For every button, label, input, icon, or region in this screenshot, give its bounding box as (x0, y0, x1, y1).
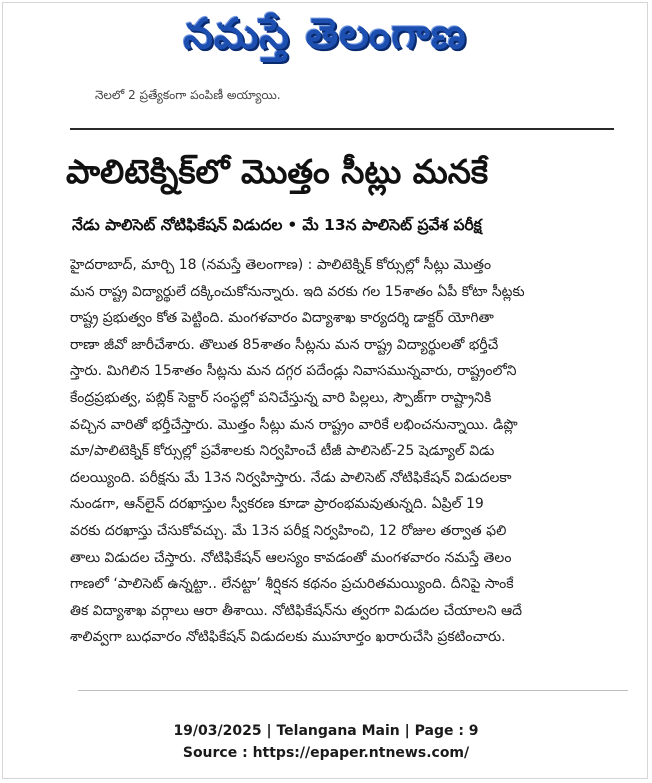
body-line: మన రాష్ట్ర విద్యార్థులే దక్కించుకోనున్నారు. ఇది వరకు గల 15శాతం ఏపీ కోటా సీట్లకు (70, 283, 525, 300)
body-line: తిక విద్యాశాఖ వర్గాలు ఆరా తీశాయి. నోటిఫికేషన్‌ను త్వరగా విడుదల చేయాలని ఆదే (70, 602, 523, 619)
body-line: శాలివ్వగా బుధవారం నోటిఫికేషన్ విడుదలకు ముహూర్తం ఖరారుచేసి ప్రకటించారు. (70, 629, 506, 646)
body-line: కేంద్రప్రభుత్వ, పబ్లిక్ సెక్టార్ సంస్థల్లో పనిచేస్తున్న వారి పిల్లలు, స్పౌజ్‌గా రాష్ట్రానికి (70, 389, 492, 406)
body-line: మా/పాలిటెక్నిక్ కోర్సుల్లో ప్రవేశాలకు నిర్వహించే టీజీ పాలిసెట్-25 షెడ్యూల్ విడు (70, 443, 495, 460)
footer-source: Source : https://epaper.ntnews.com/ (182, 745, 470, 761)
body-line: దలయ్యింది. పరీక్షను మే 13న నిర్వహిస్తారు. నేడు పాలిసెట్ నోటిఫికేషన్ విడుదలకా (70, 469, 512, 486)
clipping-bottom-edge (78, 690, 628, 691)
previous-article-fragment: నెలలో 2 ప్రత్యేకంగా పంపిణీ అయ్యాయి. (95, 88, 281, 102)
body-line: వరకు దరఖాస్తు చేసుకోవచ్చు. మే 13న పరీక్ష నిర్వహించి, 12 రోజుల తర్వాత ఫలి (70, 522, 507, 539)
masthead-title: నమస్తే తెలంగాణ (183, 9, 467, 58)
body-line: వచ్చిన వారితో భర్తీచేస్తారు. మొత్తం సీట్లు మన రాష్ట్రం వారికే లభించనున్నాయి. డిప్లొ (70, 416, 518, 433)
body-line: రాష్ట్ర ప్రభుత్వం కోత పెట్టింది. మంగళవారం విద్యాశాఖ కార్యదర్శి డాక్టర్ యోగితా (70, 310, 494, 327)
article-headline: పాలిటెక్నిక్‌లో మొత్తం సీట్లు మనకే (66, 152, 489, 191)
body-line: గాణలో ‘పాలిసెట్ ఉన్నట్టా.. లేనట్టా’ శీర్షికన కథనం ప్రచురితమయ్యింది. దీనిపై సాంకే (70, 576, 514, 593)
body-line: రాణా జీవో జారీచేశారు. తొలుత 85శాతం సీట్లను మన రాష్ట్ర విద్యార్థులతో భర్తీచే (70, 336, 499, 353)
clipping-footer (0, 720, 652, 764)
section-divider (70, 128, 614, 130)
subhead-bullet: • (287, 216, 298, 234)
body-line: తాలు విడుదల చేస్తారు. నోటిఫికేషన్ ఆలస్యం కావడంతో మంగళవారం నమస్తే తెలం (70, 549, 512, 566)
masthead-logo (110, 6, 540, 72)
body-line: స్తారు. మిగిలిన 15శాతం సీట్లను మన దగ్గర పదేండ్లు నివాసమున్నవారు, రాష్ట్రంలోని (70, 363, 517, 380)
body-line: హైదరాబాద్, మార్చి 18 (నమస్తే తెలంగాణ) : పాలిటెక్నిక్ కోర్సుల్లో సీట్లు మొత్తం (70, 257, 492, 273)
article-body (70, 252, 630, 651)
footer-date-edition: 19/03/2025 | Telangana Main | Page : 9 (173, 723, 479, 739)
subhead-right: మే 13న పాలిసెట్ ప్రవేశ పరీక్ష (302, 216, 482, 234)
subhead-left: నేడు పాలిసెట్ నోటిఫికేషన్ విడుదల (72, 216, 283, 234)
body-line: నుండగా, ఆన్‌లైన్ దరఖాస్తుల స్వీకరణ కూడా ప్రారంభమవుతున్నది. ఏప్రిల్ 19 (70, 496, 484, 513)
article-subhead (72, 214, 632, 236)
